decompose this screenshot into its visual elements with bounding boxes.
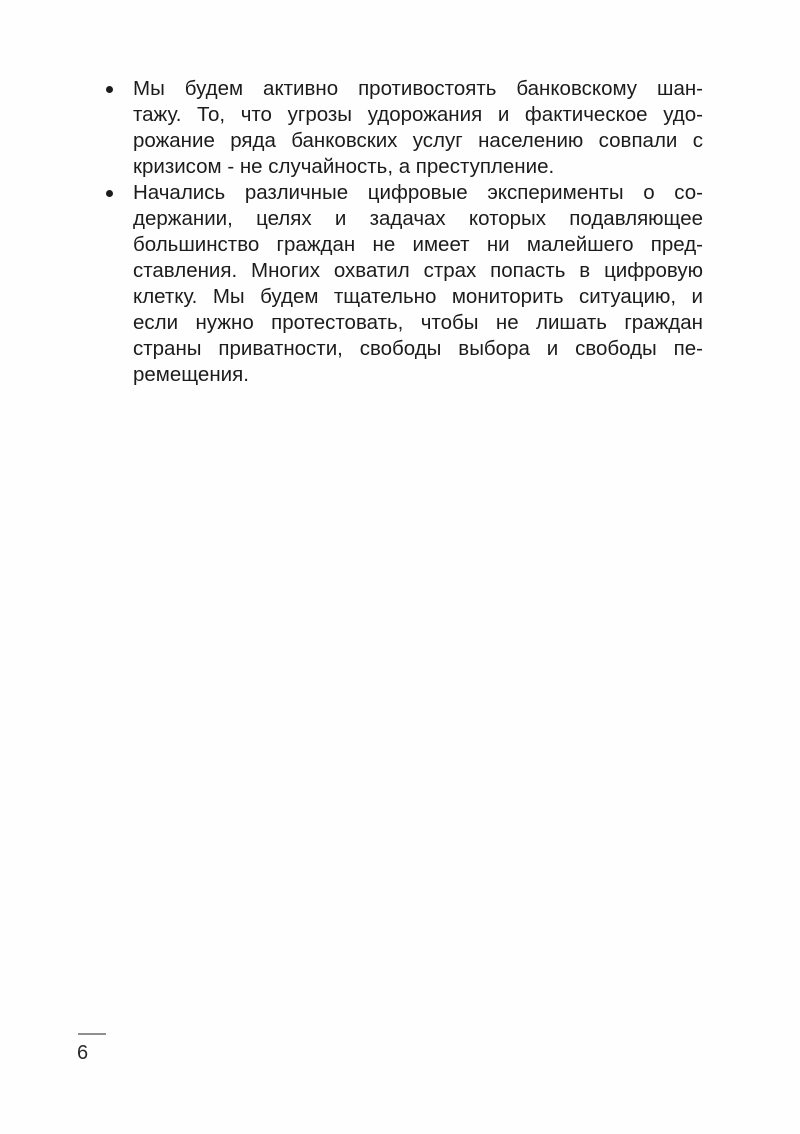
list-item xyxy=(104,76,703,180)
text-line: страны приватности, свободы выбора и свободы пе- xyxy=(133,337,703,360)
text-line: Мы будем активно противостоять банковскому шан- xyxy=(133,77,703,100)
bullet-icon xyxy=(106,86,113,93)
text-line: если нужно протестовать, чтобы не лишать граждан xyxy=(133,311,703,334)
text-line: Начались различные цифровые эксперименты о со- xyxy=(133,181,703,204)
text-line: кризисом - не случайность, а преступление. xyxy=(133,155,555,178)
bullet-list xyxy=(104,76,703,388)
footer-rule xyxy=(78,1033,106,1035)
list-item-text xyxy=(133,76,703,180)
text-line: держании, целях и задачах которых подавляющее xyxy=(133,207,703,230)
text-line: рожание ряда банковских услуг населению совпали с xyxy=(133,129,703,152)
text-line: большинство граждан не имеет ни малейшего пред- xyxy=(133,233,703,256)
bullet-icon xyxy=(106,190,113,197)
list-item-text xyxy=(133,180,703,388)
text-line: ставления. Многих охватил страх попасть в цифровую xyxy=(133,259,703,282)
text-line: тажу. То, что угрозы удорожания и фактическое удо- xyxy=(133,103,703,126)
text-line: клетку. Мы будем тщательно мониторить ситуацию, и xyxy=(133,285,703,308)
page-number: 6 xyxy=(77,1042,89,1064)
text-line: ремещения. xyxy=(133,363,249,386)
list-item xyxy=(104,180,703,388)
